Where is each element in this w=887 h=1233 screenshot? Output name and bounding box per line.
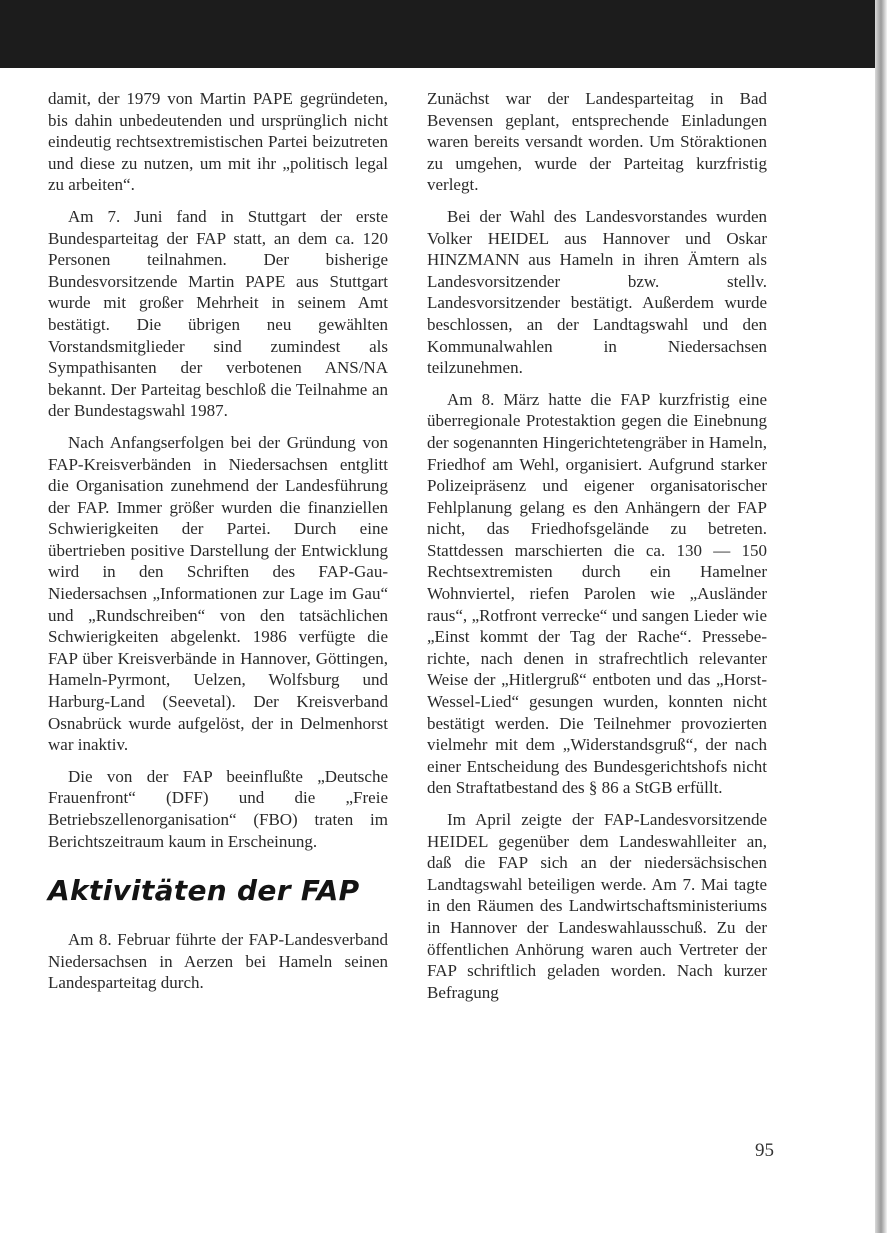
right-paragraph-4: Im April zeigte der FAP-Landesvorsitzende HEIDEL gegenüber dem Landeswahlleiter an, daß die FAP sich an der niedersächsischen Landtagswahl beteiligen werde. Am 7. Mai tagte in den Räumen des Landwirtschaftsministeriums in Hannover der Landeswahlausschuß. Zu der öffentlichen Anhörung waren auch Vertreter der FAP schriftlich geladen worden. Nach kurzer Befragung bbox=[427, 810, 767, 1002]
left-paragraph-5: Am 8. Februar führte der FAP-Landesverband Niedersachsen in Aerzen bei Hameln seinen Landesparteitag durch. bbox=[48, 930, 388, 993]
section-heading: Aktivitäten der FAP bbox=[48, 874, 360, 908]
right-paragraph-2: Bei der Wahl des Landesvorstandes wurden Volker HEIDEL aus Hannover und Oskar HINZMANN aus Hameln in ihren Ämtern als Landesvorsitzender bzw. stellv. Landesvorsitzender bestätigt. Außerdem wurde beschlossen, an der Landtagswahl und den Kommunalwahlen in Niedersachsen teilzunehmen. bbox=[427, 206, 767, 378]
left-column bbox=[48, 88, 388, 1004]
right-column bbox=[427, 88, 767, 1013]
right-paragraph-3: Am 8. März hatte die FAP kurzfristig eine überregionale Protestaktion gegen die Einebnung der sogenannten Hingerichtetengräber in Hameln, Friedhof am Wehl, organisiert. Aufgrund starker Polizeipräsenz und eigener organisatorischer Fehlplanung gelang es den Anhängern der FAP nicht, das Friedhofsgelände zu betreten. Stattdessen marschierten die ca. 130 — 150 Rechtsextremisten durch ein Hamelner Wohnviertel, riefen Parolen wie „Ausländer raus“, „Rotfront verrecke“ und sangen Lieder wie „Einst kommt der Tag der Rache“. Pressebe-richte, nach denen in strafrechtlich relevanter Weise der „Hitlergruß“ entboten und das „Horst-Wessel-Lied“ gesungen wurden, konnten nicht bestätigt werden. Die Teilnehmer provozierten vielmehr mit dem „Widerstandsgruß“, der nach einer Entscheidung des Bundesgerichtshofs nicht den Straftatbestand des § 86 a StGB erfüllt. bbox=[427, 389, 767, 798]
scan-top-border bbox=[0, 0, 875, 68]
scan-page-edge bbox=[875, 0, 887, 1233]
left-paragraph-4: Die von der FAP beeinflußte „Deutsche Frauenfront“ (DFF) und die „Freie Betriebszellenorganisation“ (FBO) traten im Berichtszeitraum kaum in Erscheinung. bbox=[48, 766, 388, 851]
left-paragraph-3: Nach Anfangserfolgen bei der Gründung von FAP-Kreisverbänden in Niedersachsen entglitt die Organisation zunehmend der Landesführung der FAP. Immer größer wurden die finanziellen Schwierigkeiten der Partei. Durch eine übertrieben positive Darstellung der Entwicklung wird in den Schriften des FAP-Gau-Niedersachsen „Informationen zur Lage im Gau“ und „Rundschreiben“ von den tatsächlichen Schwierigkeiten abgelenkt. 1986 verfügte die FAP über Kreisverbände in Hannover, Göttingen, Hameln-Pyrmont, Uelzen, Wolfsburg und Harburg-Land (Seevetal). Der Kreisverband Osnabrück wurde aufgelöst, der in Delmenhorst war inaktiv. bbox=[48, 432, 388, 755]
right-paragraph-1: Zunächst war der Landesparteitag in Bad Bevensen geplant, entsprechende Einladungen waren bereits versandt worden. Um Störaktionen zu umgehen, wurde der Parteitag kurzfristig verlegt. bbox=[427, 89, 767, 195]
page-number: 95 bbox=[755, 1140, 774, 1161]
left-paragraph-2: Am 7. Juni fand in Stuttgart der erste Bundesparteitag der FAP statt, an dem ca. 120 Personen teilnahmen. Der bisherige Bundesvorsitzende Martin PAPE aus Stuttgart wurde mit großer Mehrheit in seinem Amt bestätigt. Die übrigen neu gewählten Vorstandsmitglieder sind zumindest als Sympathisanten der verbotenen ANS/NA bekannt. Der Parteitag beschloß die Teilnahme an der Bundestagswahl 1987. bbox=[48, 206, 388, 421]
left-paragraph-1: damit, der 1979 von Martin PAPE gegründeten, bis dahin unbedeutenden und ursprünglich nicht eindeutig rechtsextremistischen Partei beizutreten und diese zu nutzen, um mit ihr „politisch legal zu arbeiten“. bbox=[48, 89, 388, 195]
